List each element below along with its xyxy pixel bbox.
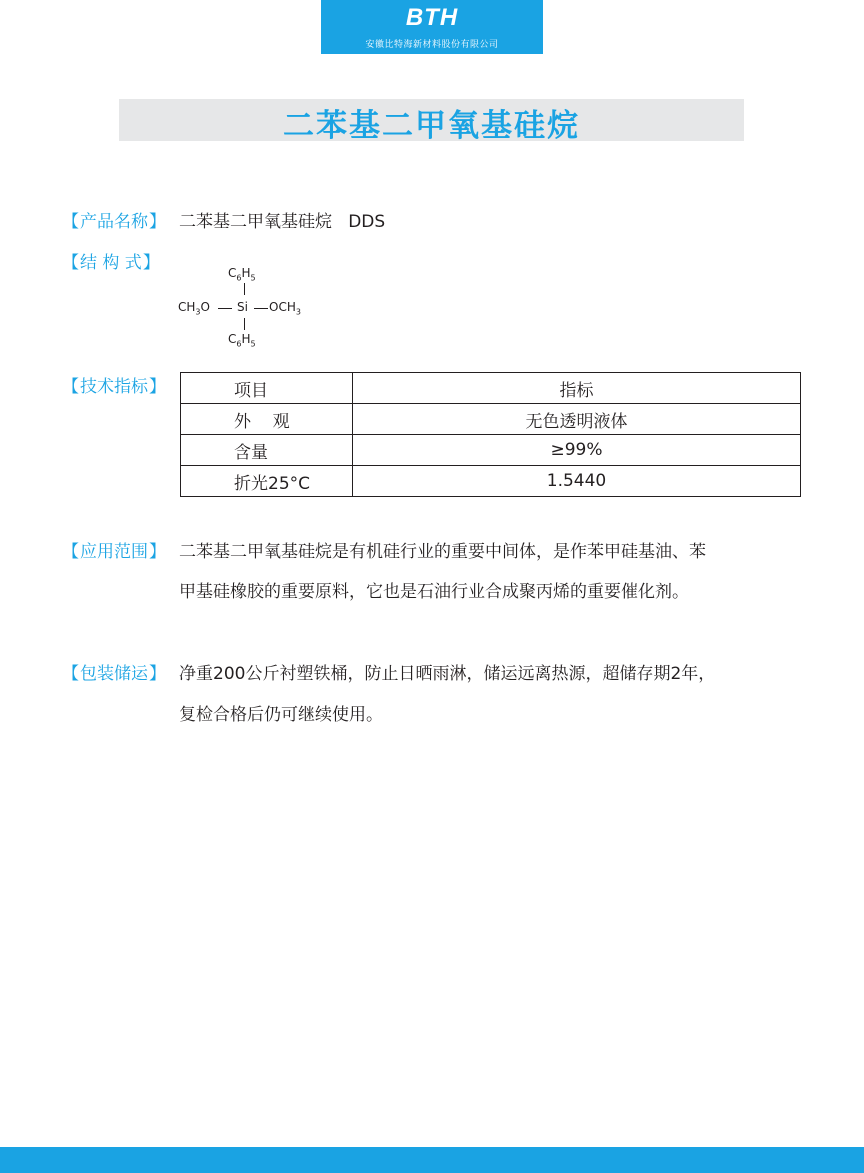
logo-mark: BTH: [405, 4, 459, 31]
bond-top: [244, 283, 245, 295]
product-name-label-text: 产品名称: [80, 212, 148, 232]
table-cell-value: 1.5440: [353, 466, 801, 497]
packaging-line-1: 净重200公斤衬塑铁桶，防止日晒雨淋，储运远离热源，超储存期2年，: [179, 664, 716, 684]
structure-formula: [178, 264, 318, 354]
bond-left: [218, 308, 232, 309]
bond-bottom: [244, 318, 245, 330]
table-cell-value: ≥99%: [353, 435, 801, 466]
formula-top: $C_6H_5$: [228, 266, 256, 283]
packaging-label: 【包装储运】: [62, 664, 166, 684]
footer-bar: [0, 1147, 864, 1173]
packaging-line-2: 复检合格后仍可继续使用。: [179, 705, 383, 725]
table-cell-item: 折光25°C: [181, 466, 353, 497]
application-line-2: 甲基硅橡胶的重要原料，它也是石油行业合成聚丙烯的重要催化剂。: [179, 582, 689, 602]
page-title: 二苯基二甲氧基硅烷: [283, 108, 580, 144]
table-header-value: 指标: [353, 373, 801, 404]
formula-right: $OCH_3$: [269, 300, 301, 317]
application-label: 【应用范围】: [62, 542, 166, 562]
application-label-text: 应用范围: [80, 542, 148, 562]
table-header-row: [181, 373, 801, 404]
product-name-label: 【产品名称】: [62, 212, 166, 232]
bond-right: [254, 308, 268, 309]
specs-label: 【技术指标】: [62, 377, 166, 397]
formula-left: $CH_3O$: [178, 300, 210, 317]
application-line-1: 二苯基二甲氧基硅烷是有机硅行业的重要中间体，是作苯甲硅基油、苯: [179, 542, 706, 562]
table-row: [181, 435, 801, 466]
table-cell-item: 含量: [181, 435, 353, 466]
table-header-item: 项目: [181, 373, 353, 404]
company-name: 安徽比特海新材料股份有限公司: [365, 40, 499, 50]
table-row: [181, 466, 801, 497]
table-cell-value: 无色透明液体: [353, 404, 801, 435]
header-logo: [321, 0, 543, 54]
product-name-value: 二苯基二甲氧基硅烷 DDS: [179, 212, 386, 232]
packaging-label-text: 包装储运: [80, 664, 148, 684]
structure-label: 【结 构 式】: [62, 253, 160, 273]
formula-bottom: $C_6H_5$: [228, 332, 256, 349]
spec-table: [180, 372, 801, 497]
table-cell-item: 外 观: [181, 404, 353, 435]
title-band: [119, 99, 744, 144]
specs-label-text: 技术指标: [80, 377, 148, 397]
formula-center: Si: [237, 300, 248, 314]
structure-label-text: 结 构 式: [80, 253, 142, 273]
table-row: [181, 404, 801, 435]
